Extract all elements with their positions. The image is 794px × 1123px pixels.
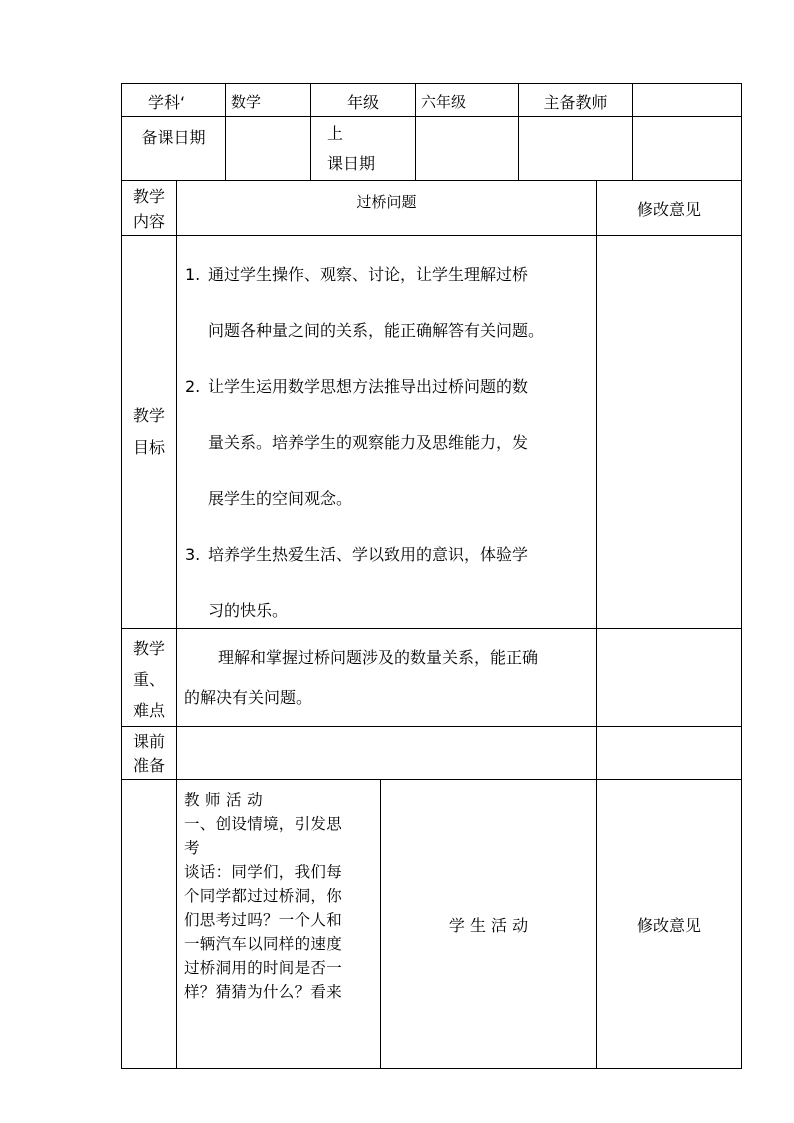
empty-cell [519,117,633,181]
content-label-line-2: 内容 [132,212,165,231]
info-table [121,83,742,181]
teacher-activity-line: 过桥洞用的时间是否一 [184,959,343,977]
student-activity-heading: 学 生 活 动 [381,780,597,1069]
prep-date-value [226,117,311,181]
key-points-label-line-1: 教学 [132,639,165,658]
key-points-label [122,629,177,727]
lesson-plan-table [121,180,742,1069]
teacher-activity-line: 考 [184,839,200,857]
revision-cell [597,236,742,629]
key-points-line-2: 的解决有关问题。 [184,688,313,707]
teacher-activity-line: 个同学都过过桥洞，你 [184,887,343,905]
teacher-activity-line: 一辆汽车以同样的速度 [184,935,343,953]
lesson-topic: 过桥问题 [177,181,597,236]
goal-3-line-2: 习的快乐。 [208,601,289,620]
subject-label: 学科‘ [122,84,226,117]
goal-1-line-1: 通过学生操作、观察、讨论，让学生理解过桥 [208,265,529,284]
preparation-label [122,727,177,780]
preparation-value [177,727,597,780]
revision-cell [597,629,742,727]
goal-2-line-2: 量关系。培养学生的观察能力及思维能力，发 [208,433,529,452]
class-date-label [311,117,416,181]
grade-value: 六年级 [416,84,519,117]
teacher-activity-line: 谈话：同学们，我们每 [184,863,343,881]
teacher-activity [177,780,381,1069]
content-label [122,181,177,236]
activity-revision-label: 修改意见 [597,780,742,1069]
class-date-label-line-2: 课日期 [327,154,376,173]
goal-2-line-3: 展学生的空间观念。 [208,489,353,508]
goals-label [122,236,177,629]
teacher-value [633,84,742,117]
subject-value: 数学 [226,84,311,117]
teacher-label: 主备教师 [519,84,633,117]
key-points-label-line-2: 重、 [132,670,165,689]
empty-cell [122,780,177,1069]
goal-number-3: 3. [185,545,201,564]
key-points-label-line-3: 难点 [132,701,165,720]
teacher-activity-line: 们思考过吗？一个人和 [184,911,343,929]
goal-3-line-1: 培养学生热爱生活、学以致用的意识，体验学 [208,545,529,564]
preparation-label-line-2: 准备 [132,756,165,775]
revision-cell [597,727,742,780]
class-date-value [416,117,519,181]
preparation-label-line-1: 课前 [132,732,165,751]
revision-label: 修改意见 [597,181,742,236]
key-points-line-1: 理解和掌握过桥问题涉及的数量关系，能正确 [218,648,539,667]
goal-number-1: 1. [185,265,201,284]
key-points-text [177,629,597,727]
goals-list [177,236,597,629]
empty-cell [633,117,742,181]
grade-label: 年级 [311,84,416,117]
teacher-activity-line: 样？猜猜为什么？看来 [184,983,343,1001]
goals-label-line-2: 目标 [132,438,165,457]
goal-number-2: 2. [185,377,201,396]
prep-date-label: 备课日期 [122,117,226,181]
content-label-line-1: 教学 [132,187,165,206]
goals-label-line-1: 教学 [132,406,165,425]
goal-2-line-1: 让学生运用数学思想方法推导出过桥问题的数 [208,377,529,396]
teacher-activity-line: 一、创设情境，引发思 [184,815,343,833]
class-date-label-line-1: 上 [327,124,344,143]
goal-1-line-2: 问题各种量之间的关系，能正确解答有关问题。 [208,321,545,340]
teacher-activity-heading: 教 师 活 动 [184,791,263,809]
